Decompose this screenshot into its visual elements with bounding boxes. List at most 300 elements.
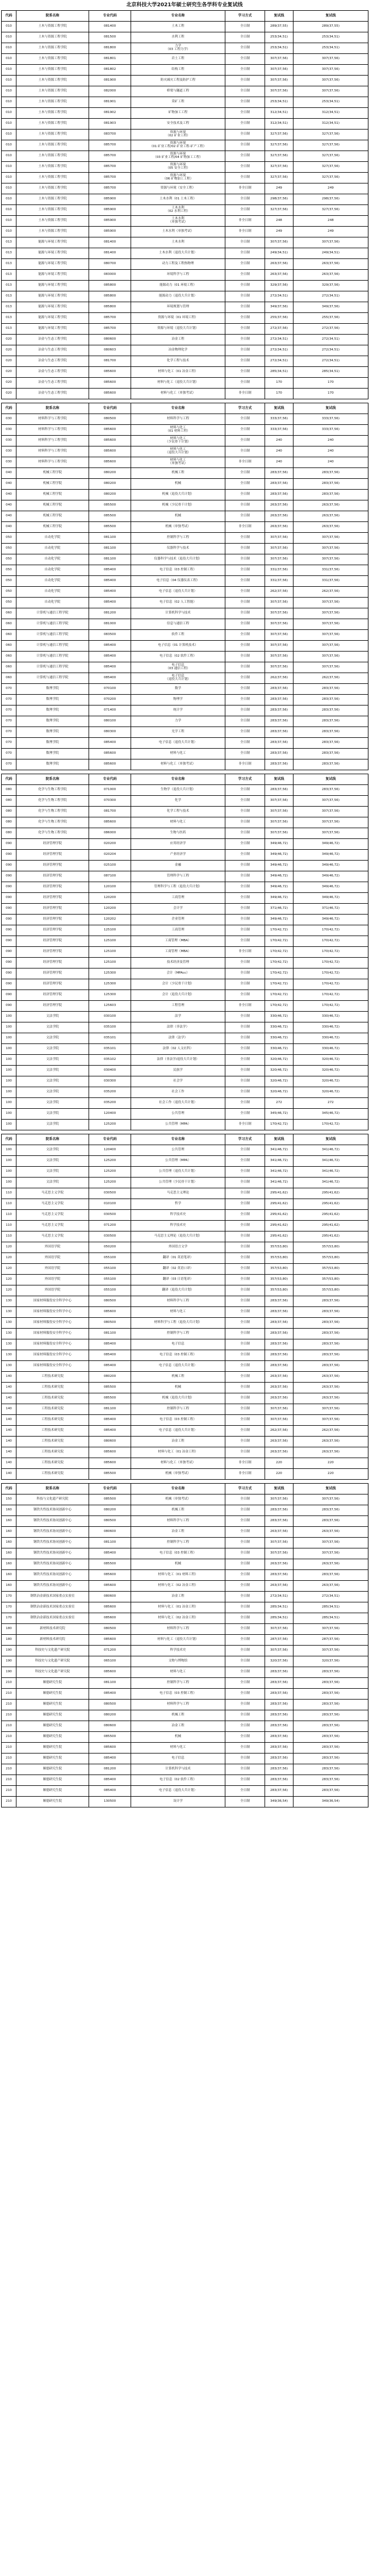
major-code-cell: 035101 bbox=[89, 1033, 131, 1044]
cutoff-cell: 170(42,72) bbox=[293, 947, 368, 958]
study-mode-cell: 全日制 bbox=[225, 598, 265, 608]
major-code-cell: 085400 bbox=[89, 1786, 131, 1797]
study-mode-cell: 全日制 bbox=[225, 662, 265, 673]
major-code-cell: 055100 bbox=[89, 1253, 131, 1264]
major-code-cell: 125603 bbox=[89, 1001, 131, 1012]
study-mode-cell: 全日制 bbox=[225, 673, 265, 684]
major-code-cell: 085600 bbox=[89, 367, 131, 378]
table-row bbox=[2, 828, 368, 839]
study-mode-cell: 全日制 bbox=[225, 1156, 265, 1167]
table-row bbox=[2, 32, 368, 43]
table-row bbox=[2, 468, 368, 479]
cutoff-cell: 312(34,51) bbox=[265, 108, 293, 119]
study-mode-cell: 全日制 bbox=[225, 425, 265, 436]
study-mode-cell: 全日制 bbox=[225, 205, 265, 216]
dept-name-cell: 国家材料服役安全科学中心 bbox=[16, 1339, 89, 1350]
cutoff-cell: 330(46,72) bbox=[293, 1044, 368, 1055]
dept-name-cell: 经济管理学院 bbox=[16, 882, 89, 893]
major-code-cell: 085400 bbox=[89, 652, 131, 662]
study-mode-cell: 全日制 bbox=[225, 1689, 265, 1700]
cutoff-cell: 263(37,56) bbox=[293, 270, 368, 281]
cutoff-cell: 283(37,56) bbox=[265, 705, 293, 716]
major-code-cell: 085400 bbox=[89, 1548, 131, 1559]
cutoff-cell: 307(37,56) bbox=[293, 544, 368, 554]
cutoff-cell: 349(46,72) bbox=[265, 915, 293, 925]
table-row bbox=[2, 727, 368, 738]
study-mode-cell: 全日制 bbox=[225, 291, 265, 302]
dept-name-cell: 冶金与生态工程学院 bbox=[16, 389, 89, 399]
cutoff-cell: 307(37,56) bbox=[293, 554, 368, 565]
cutoff-cell: 307(37,56) bbox=[293, 662, 368, 673]
study-mode-cell: 全日制 bbox=[225, 716, 265, 727]
cutoff-cell: 263(37,56) bbox=[265, 1559, 293, 1570]
cutoff-cell: 283(37,56) bbox=[265, 1516, 293, 1527]
study-mode-cell: 全日制 bbox=[225, 749, 265, 759]
major-code-cell: 080603 bbox=[89, 345, 131, 356]
dept-name-cell: 经济管理学院 bbox=[16, 936, 89, 947]
table-row bbox=[2, 313, 368, 324]
cutoff-cell: 170(42,72) bbox=[265, 925, 293, 936]
cutoff-cell: 285(34,51) bbox=[293, 1613, 368, 1624]
cutoff-cell: 320(37,56) bbox=[265, 1656, 293, 1667]
major-name-cell: 安全技术及工程 bbox=[131, 119, 225, 130]
cutoff-cell: 320(37,56) bbox=[293, 1656, 368, 1667]
cutoff-cell: 285(34,51) bbox=[293, 1602, 368, 1613]
dept-name-cell: 数理学院 bbox=[16, 738, 89, 749]
major-code-cell: 085500 bbox=[89, 1469, 131, 1480]
cutoff-cell: 283(37,56) bbox=[293, 749, 368, 759]
dept-name-cell: 土木与资源工程学院 bbox=[16, 227, 89, 237]
cutoff-cell: 287(37,56) bbox=[293, 1635, 368, 1646]
major-code-cell: 085600 bbox=[89, 1447, 131, 1458]
table-row bbox=[2, 749, 368, 759]
table-row bbox=[2, 979, 368, 990]
dept-code-cell: 010 bbox=[2, 76, 16, 86]
cutoff-cell: 307(37,56) bbox=[265, 54, 293, 65]
cutoff-cell: 349(46,72) bbox=[293, 861, 368, 871]
major-code-cell: 020200 bbox=[89, 839, 131, 850]
dept-name-cell: 计算机与通信工程学院 bbox=[16, 608, 89, 619]
cutoff-cell: 341(46,72) bbox=[265, 1156, 293, 1167]
major-name-cell: 会计（少民骨干计划） bbox=[131, 979, 225, 990]
cutoff-cell: 283(37,56) bbox=[265, 1329, 293, 1339]
dept-name-cell: 钢铁共性技术协同创新中心 bbox=[16, 1548, 89, 1559]
cutoff-cell: 263(37,56) bbox=[265, 1372, 293, 1383]
table-row bbox=[2, 1458, 368, 1469]
cutoff-cell: 263(37,56) bbox=[293, 1527, 368, 1538]
section-gap bbox=[2, 1130, 368, 1134]
dept-name-cell: 能源与环境工程学院 bbox=[16, 302, 89, 313]
dept-code-cell: 080 bbox=[2, 796, 16, 807]
major-code-cell: 120100 bbox=[89, 882, 131, 893]
dept-name-cell: 土木与资源工程学院 bbox=[16, 216, 89, 227]
major-code-cell: 085800 bbox=[89, 302, 131, 313]
cutoff-cell: 283(37,56) bbox=[293, 1505, 368, 1516]
dept-name-cell: 数理学院 bbox=[16, 695, 89, 705]
table-row bbox=[2, 587, 368, 598]
major-name-cell: 土木工程 bbox=[131, 22, 225, 32]
study-mode-cell: 全日制 bbox=[225, 1210, 265, 1221]
cutoff-cell: 283(37,56) bbox=[265, 1775, 293, 1786]
dept-code-cell: 100 bbox=[2, 1098, 16, 1109]
study-mode-cell: 全日制 bbox=[225, 1167, 265, 1178]
cutoff-cell: 272(34,51) bbox=[265, 1592, 293, 1602]
major-name-cell: 资源与环境（安全工程） bbox=[131, 183, 225, 194]
dept-name-cell: 科技史与文化遗产研究院 bbox=[16, 1656, 89, 1667]
major-name-cell: 水利工程 bbox=[131, 32, 225, 43]
cutoff-cell: 341(46,72) bbox=[265, 1167, 293, 1178]
cutoff-cell: 283(37,56) bbox=[265, 1339, 293, 1350]
dept-name-cell: 自动化学院 bbox=[16, 587, 89, 598]
header-row bbox=[2, 1484, 368, 1494]
table-row bbox=[2, 861, 368, 871]
gap-cell bbox=[2, 399, 368, 403]
major-code-cell: 125200 bbox=[89, 1167, 131, 1178]
table-row bbox=[2, 619, 368, 630]
dept-name-cell: 钢铁共性技术协同创新中心 bbox=[16, 1527, 89, 1538]
major-name-cell: 电子信息（02 软件工程） bbox=[131, 652, 225, 662]
dept-code-cell: 180 bbox=[2, 1635, 16, 1646]
table-row bbox=[2, 882, 368, 893]
dept-name-cell: 国家材料服役安全科学中心 bbox=[16, 1361, 89, 1372]
major-name-cell: 控制科学与工程 bbox=[131, 1329, 225, 1339]
cutoff-cell: 307(37,56) bbox=[265, 807, 293, 817]
dept-name-cell: 土木与资源工程学院 bbox=[16, 151, 89, 162]
major-name-cell: 管理科学与工程（退役大兵计划） bbox=[131, 882, 225, 893]
study-mode-cell: 全日制 bbox=[225, 968, 265, 979]
dept-name-cell: 土木与资源工程学院 bbox=[16, 194, 89, 205]
table-row bbox=[2, 1437, 368, 1447]
dept-name-cell: 钢铁冶金新技术国家重点实验室 bbox=[16, 1592, 89, 1602]
major-name-cell: 材料与化工（01 冶金工程） bbox=[131, 1602, 225, 1613]
dept-name-cell: 文法学院 bbox=[16, 1120, 89, 1130]
cutoff-cell: 283(37,56) bbox=[293, 1350, 368, 1361]
major-name-cell: 会计学 bbox=[131, 904, 225, 915]
cutoff-cell: 283(37,56) bbox=[293, 468, 368, 479]
major-name-cell: 控制科学与工程 bbox=[131, 1678, 225, 1689]
major-code-cell: 085400 bbox=[89, 598, 131, 608]
dept-code-cell: 100 bbox=[2, 1120, 16, 1130]
dept-name-cell: 文法学院 bbox=[16, 1044, 89, 1055]
major-code-cell: 055100 bbox=[89, 1264, 131, 1275]
study-mode-cell: 全日制 bbox=[225, 173, 265, 183]
major-code-cell: 085700 bbox=[89, 313, 131, 324]
cutoff-cell: 283(37,56) bbox=[265, 684, 293, 695]
major-code-cell: 030500 bbox=[89, 1231, 131, 1242]
study-mode-cell: 全日制 bbox=[225, 1613, 265, 1624]
header-cell: 院系名称 bbox=[16, 11, 89, 22]
table-row bbox=[2, 436, 368, 446]
table-row bbox=[2, 324, 368, 335]
major-name-cell: 土木水利（01 土木工程） bbox=[131, 194, 225, 205]
dept-code-cell: 013 bbox=[2, 281, 16, 291]
major-code-cell: 125200 bbox=[89, 1156, 131, 1167]
major-code-cell: 085600 bbox=[89, 1635, 131, 1646]
dept-name-cell: 工程技术研究院 bbox=[16, 1458, 89, 1469]
dept-code-cell: 130 bbox=[2, 1307, 16, 1318]
major-name-cell: 力学 （03 工程力学） bbox=[131, 43, 225, 54]
study-mode-cell: 全日制 bbox=[225, 302, 265, 313]
dept-name-cell: 工程技术研究院 bbox=[16, 1426, 89, 1437]
table-row bbox=[2, 281, 368, 291]
cutoff-cell: 327(37,56) bbox=[265, 151, 293, 162]
dept-code-cell: 050 bbox=[2, 598, 16, 608]
major-code-cell: 081400 bbox=[89, 22, 131, 32]
cutoff-cell: 283(37,56) bbox=[293, 1516, 368, 1527]
table-row bbox=[2, 533, 368, 544]
cutoff-cell: 320(46,72) bbox=[293, 1055, 368, 1066]
major-name-cell: 资源与环境 （05 安全工程） bbox=[131, 162, 225, 173]
table-row bbox=[2, 1087, 368, 1098]
study-mode-cell: 全日制 bbox=[225, 43, 265, 54]
table-row bbox=[2, 1156, 368, 1167]
study-mode-cell: 全日制 bbox=[225, 1372, 265, 1383]
dept-name-cell: 工程技术研究院 bbox=[16, 1383, 89, 1393]
dept-code-cell: 080 bbox=[2, 807, 16, 817]
cutoff-cell: 307(37,56) bbox=[265, 554, 293, 565]
cutoff-cell: 283(37,56) bbox=[293, 1689, 368, 1700]
cutoff-cell: 312(34,51) bbox=[265, 119, 293, 130]
dept-code-cell: 090 bbox=[2, 979, 16, 990]
table-row bbox=[2, 119, 368, 130]
major-code-cell: 085500 bbox=[89, 1393, 131, 1404]
cutoff-cell: 327(37,56) bbox=[293, 140, 368, 151]
cutoff-cell: 263(37,56) bbox=[293, 259, 368, 270]
cutoff-cell: 170(42,72) bbox=[293, 1120, 368, 1130]
table-row bbox=[2, 378, 368, 389]
dept-code-cell: 080 bbox=[2, 828, 16, 839]
dept-name-cell: 土木与资源工程学院 bbox=[16, 54, 89, 65]
study-mode-cell: 全日制 bbox=[225, 554, 265, 565]
major-name-cell: 科学技术史 bbox=[131, 1646, 225, 1656]
major-code-cell: 081100 bbox=[89, 533, 131, 544]
study-mode-cell: 全日制 bbox=[225, 1109, 265, 1120]
dept-code-cell: 210 bbox=[2, 1797, 16, 1807]
study-mode-cell: 全日制 bbox=[225, 1329, 265, 1339]
major-code-cell: 080200 bbox=[89, 468, 131, 479]
dept-code-cell: 013 bbox=[2, 291, 16, 302]
cutoff-cell: 307(37,56) bbox=[265, 630, 293, 641]
cutoff-cell: 327(37,56) bbox=[293, 151, 368, 162]
study-mode-cell: 全日制 bbox=[225, 500, 265, 511]
dept-name-cell: 顺德研究生院 bbox=[16, 1700, 89, 1710]
dept-name-cell: 数理学院 bbox=[16, 759, 89, 770]
dept-code-cell: 013 bbox=[2, 248, 16, 259]
table-row bbox=[2, 807, 368, 817]
major-code-cell: 081801 bbox=[89, 54, 131, 65]
dept-code-cell: 120 bbox=[2, 1242, 16, 1253]
cutoff-cell: 272(34,51) bbox=[293, 291, 368, 302]
cutoff-cell: 283(37,56) bbox=[265, 1732, 293, 1743]
study-mode-cell: 全日制 bbox=[225, 1797, 265, 1807]
dept-code-cell: 050 bbox=[2, 533, 16, 544]
cutoff-cell: 263(37,56) bbox=[265, 522, 293, 533]
major-name-cell: 生物与医药 bbox=[131, 828, 225, 839]
cutoff-cell: 283(37,56) bbox=[293, 1700, 368, 1710]
cutoff-cell: 253(34,51) bbox=[265, 97, 293, 108]
cutoff-cell: 249(34,51) bbox=[265, 248, 293, 259]
cutoff-cell: 283(37,56) bbox=[265, 1505, 293, 1516]
cutoff-cell: 349(46,72) bbox=[265, 850, 293, 861]
dept-name-cell: 材料科学与工程学院 bbox=[16, 457, 89, 468]
dept-code-cell: 010 bbox=[2, 205, 16, 216]
dept-code-cell: 140 bbox=[2, 1393, 16, 1404]
cutoff-cell: 327(37,56) bbox=[265, 140, 293, 151]
table-row bbox=[2, 1646, 368, 1656]
cutoff-cell: 307(37,56) bbox=[265, 1646, 293, 1656]
major-name-cell: 翻译（退役大兵计划） bbox=[131, 1285, 225, 1296]
dept-code-cell: 130 bbox=[2, 1318, 16, 1329]
document-title: 北京科技大学2021年硕士研究生各学科专业复试线 bbox=[126, 2, 243, 8]
table-row bbox=[2, 1022, 368, 1033]
major-name-cell: 材料科学与工程 bbox=[131, 1700, 225, 1710]
major-name-cell: 动力工程及工程热物理 bbox=[131, 259, 225, 270]
header-cell: 复试线 bbox=[265, 403, 293, 414]
cutoff-cell: 249 bbox=[293, 183, 368, 194]
table-row bbox=[2, 162, 368, 173]
dept-code-cell: 040 bbox=[2, 511, 16, 522]
cutoff-cell: 349(37,56) bbox=[293, 302, 368, 313]
dept-name-cell: 工程技术研究院 bbox=[16, 1393, 89, 1404]
major-name-cell: 材料科学与工程 bbox=[131, 1624, 225, 1635]
dept-code-cell: 013 bbox=[2, 313, 16, 324]
table-row bbox=[2, 194, 368, 205]
cutoff-cell: 240 bbox=[293, 446, 368, 457]
cutoff-cell: 272(34,51) bbox=[265, 345, 293, 356]
table-row bbox=[2, 662, 368, 673]
dept-name-cell: 文法学院 bbox=[16, 1066, 89, 1076]
study-mode-cell: 非全日制 bbox=[225, 947, 265, 958]
cutoff-cell: 263(37,56) bbox=[293, 1581, 368, 1592]
header-cell: 代码 bbox=[2, 1134, 16, 1145]
header-cell: 院系名称 bbox=[16, 1484, 89, 1494]
study-mode-cell: 全日制 bbox=[225, 630, 265, 641]
study-mode-cell: 全日制 bbox=[225, 1076, 265, 1087]
cutoff-cell: 307(37,56) bbox=[265, 544, 293, 554]
study-mode-cell: 全日制 bbox=[225, 785, 265, 796]
study-mode-cell: 非全日制 bbox=[225, 1458, 265, 1469]
cutoff-cell: 295(41,62) bbox=[265, 1221, 293, 1231]
study-mode-cell: 全日制 bbox=[225, 1055, 265, 1066]
table-row bbox=[2, 759, 368, 770]
study-mode-cell: 全日制 bbox=[225, 511, 265, 522]
major-name-cell: 机械（单独考试） bbox=[131, 522, 225, 533]
table-row bbox=[2, 227, 368, 237]
dept-code-cell: 160 bbox=[2, 1505, 16, 1516]
cutoff-cell: 253(34,51) bbox=[265, 43, 293, 54]
cutoff-cell: 320(46,72) bbox=[265, 1076, 293, 1087]
dept-name-cell: 外国语学院 bbox=[16, 1285, 89, 1296]
dept-code-cell: 100 bbox=[2, 1044, 16, 1055]
major-code-cell: 085500 bbox=[89, 1559, 131, 1570]
major-code-cell: 080500 bbox=[89, 414, 131, 425]
dept-code-cell: 210 bbox=[2, 1710, 16, 1721]
cutoff-cell: 307(37,56) bbox=[293, 608, 368, 619]
cutoff-cell: 307(37,56) bbox=[293, 65, 368, 76]
major-name-cell: 控制科学与工程 bbox=[131, 533, 225, 544]
cutoff-cell: 283(37,56) bbox=[265, 1764, 293, 1775]
table-row bbox=[2, 915, 368, 925]
cutoff-cell: 333(37,56) bbox=[293, 425, 368, 436]
study-mode-cell: 全日制 bbox=[225, 490, 265, 500]
cutoff-cell: 283(37,56) bbox=[293, 785, 368, 796]
dept-name-cell: 顺德研究生院 bbox=[16, 1721, 89, 1732]
cutoff-cell: 333(37,56) bbox=[265, 425, 293, 436]
cutoff-cell: 249(34,51) bbox=[293, 248, 368, 259]
major-code-cell: 085400 bbox=[89, 1361, 131, 1372]
major-code-cell: 020204 bbox=[89, 850, 131, 861]
table-row bbox=[2, 1318, 368, 1329]
cutoff-cell: 285(34,51) bbox=[265, 1613, 293, 1624]
major-name-cell: 社会学 bbox=[131, 1076, 225, 1087]
major-name-cell: 翻译（03 日语笔译） bbox=[131, 1275, 225, 1285]
study-mode-cell: 全日制 bbox=[225, 1700, 265, 1710]
major-name-cell: 冶金工程 bbox=[131, 1592, 225, 1602]
cutoff-cell: 283(37,56) bbox=[265, 1570, 293, 1581]
major-name-cell: 电子信息（03 控制工程） bbox=[131, 1689, 225, 1700]
dept-name-cell: 自动化学院 bbox=[16, 598, 89, 608]
table-row bbox=[2, 1656, 368, 1667]
cutoff-cell: 220 bbox=[265, 1458, 293, 1469]
cutoff-cell: 357(53,80) bbox=[265, 1253, 293, 1264]
table-row bbox=[2, 86, 368, 97]
major-name-cell: 结构工程 bbox=[131, 65, 225, 76]
cutoff-cell: 320(46,72) bbox=[293, 1066, 368, 1076]
major-code-cell: 085400 bbox=[89, 1689, 131, 1700]
major-code-cell: 035200 bbox=[89, 1087, 131, 1098]
study-mode-cell: 全日制 bbox=[225, 1710, 265, 1721]
cutoff-cell: 283(37,56) bbox=[265, 479, 293, 490]
cutoff-cell: 263(37,56) bbox=[293, 1383, 368, 1393]
study-mode-cell: 全日制 bbox=[225, 446, 265, 457]
major-code-cell: 080100 bbox=[89, 716, 131, 727]
major-name-cell: 材料与化工（单独考试） bbox=[131, 1458, 225, 1469]
dept-code-cell: 100 bbox=[2, 1033, 16, 1044]
dept-name-cell: 能源与环境工程学院 bbox=[16, 259, 89, 270]
major-name-cell: 资源与环境 （06 矿物加工工程） bbox=[131, 173, 225, 183]
cutoff-cell: 357(53,80) bbox=[265, 1242, 293, 1253]
cutoff-cell: 329(37,56) bbox=[265, 281, 293, 291]
table-row bbox=[2, 1602, 368, 1613]
header-cell: 复试线 bbox=[265, 1134, 293, 1145]
study-mode-cell: 全日制 bbox=[225, 828, 265, 839]
study-mode-cell: 全日制 bbox=[225, 990, 265, 1001]
dept-name-cell: 外国语学院 bbox=[16, 1242, 89, 1253]
cutoff-cell: 307(37,56) bbox=[265, 1624, 293, 1635]
study-mode-cell: 全日制 bbox=[225, 194, 265, 205]
major-code-cell: 085600 bbox=[89, 1307, 131, 1318]
table-row bbox=[2, 414, 368, 425]
dept-name-cell: 经济管理学院 bbox=[16, 915, 89, 925]
dept-name-cell: 文法学院 bbox=[16, 1087, 89, 1098]
cutoff-cell: 307(37,56) bbox=[293, 54, 368, 65]
cutoff-cell: 330(46,72) bbox=[293, 1022, 368, 1033]
dept-code-cell: 140 bbox=[2, 1469, 16, 1480]
cutoff-cell: 283(37,56) bbox=[293, 1361, 368, 1372]
major-name-cell: 机械 bbox=[131, 1732, 225, 1743]
cutoff-cell: 263(37,56) bbox=[265, 500, 293, 511]
cutoff-cell: 307(37,56) bbox=[265, 817, 293, 828]
dept-name-cell: 钢铁共性技术协同创新中心 bbox=[16, 1581, 89, 1592]
cutoff-cell: 220 bbox=[293, 1469, 368, 1480]
study-mode-cell: 全日制 bbox=[225, 1098, 265, 1109]
study-mode-cell: 全日制 bbox=[225, 893, 265, 904]
dept-code-cell: 010 bbox=[2, 130, 16, 140]
table-row bbox=[2, 544, 368, 554]
table-row bbox=[2, 1372, 368, 1383]
major-name-cell: 冶金工程 bbox=[131, 335, 225, 345]
cutoff-cell: 283(37,56) bbox=[293, 1570, 368, 1581]
